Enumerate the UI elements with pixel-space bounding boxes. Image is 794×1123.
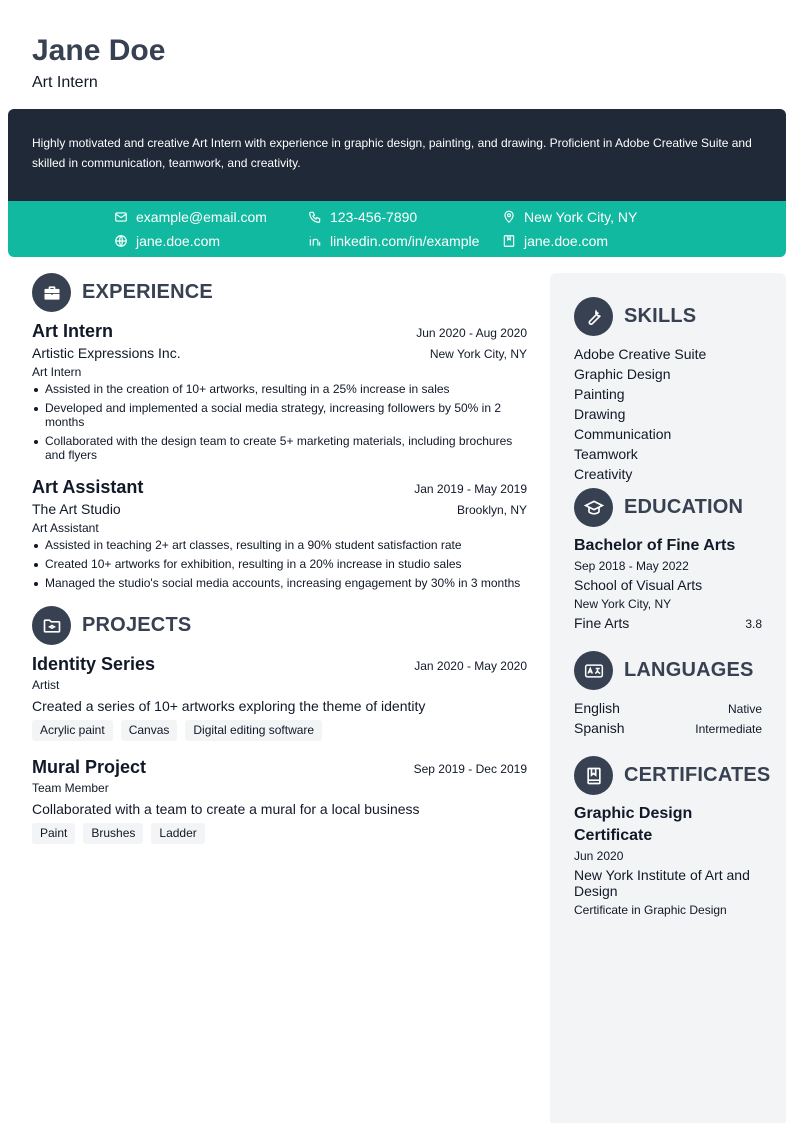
project-entry [32,652,527,741]
bullet-item: Developed and implemented a social media strategy, increasing followers by 50% in 2 months [32,401,527,429]
project-description: Collaborated with a team to create a mural for a local business [32,801,420,817]
translate-icon [584,661,604,681]
education-entry [574,535,762,633]
project-entry [32,755,527,844]
bullet-item: Assisted in teaching 2+ art classes, resulting in a 90% student satisfaction rate [32,538,527,552]
contact-website[interactable]: jane.doe.com [114,231,308,251]
experience-heading: EXPERIENCE [32,273,527,312]
graduation-cap-icon [584,498,604,518]
project-role: Team Member [32,781,109,795]
skill-item: Drawing [574,406,626,422]
job-date: Jun 2020 - Aug 2020 [416,326,527,340]
briefcase-icon [42,283,62,303]
skills-heading: SKILLS [574,297,762,336]
phone-icon [308,210,322,224]
job-bullets [32,382,527,462]
languages-list [574,698,762,738]
skill-item: Adobe Creative Suite [574,346,707,362]
languages-heading: LANGUAGES [574,651,762,690]
skill-item: Creativity [574,466,633,482]
project-tags [32,720,527,741]
school-name: School of Visual Arts [574,577,703,593]
mail-icon [114,210,128,224]
certificates-heading: CERTIFICATES [574,756,762,795]
bullet-item: Managed the studio's social media accounts, increasing engagement by 30% in 3 months [32,576,527,590]
contact-linkedin[interactable]: linkedin.com/in/example [308,231,502,251]
job-date: Jan 2019 - May 2019 [414,482,527,496]
candidate-name: Jane Doe [32,34,166,67]
certificate-date: Jun 2020 [574,849,624,863]
education-heading: EDUCATION [574,488,762,527]
contact-phone[interactable]: 123-456-7890 [308,207,502,227]
tag: Acrylic paint [32,720,113,741]
project-description: Created a series of 10+ artworks exploring the theme of identity [32,698,426,714]
job-role: Art Assistant [32,521,99,535]
resume-header [32,32,165,92]
language-name: English [574,700,620,716]
project-title: Identity Series [32,654,156,674]
skill-item: Graphic Design [574,366,671,382]
tag: Ladder [151,823,204,844]
bullet-item: Created 10+ artworks for exhibition, resulting in a 20% increase in studio sales [32,557,527,571]
certificate-description: Certificate in Graphic Design [574,903,727,917]
job-company: Artistic Expressions Inc. [32,345,181,361]
job-company: The Art Studio [32,501,121,517]
contact-portfolio[interactable]: jane.doe.com [502,231,696,251]
tag: Brushes [83,823,143,844]
project-date: Sep 2019 - Dec 2019 [413,762,527,776]
skill-item: Communication [574,426,672,442]
globe-icon [114,234,128,248]
job-location: Brooklyn, NY [456,503,527,517]
education-date: Sep 2018 - May 2022 [574,559,689,573]
project-date: Jan 2020 - May 2020 [414,659,527,673]
summary-section [8,109,786,201]
field-of-study: Fine Arts [574,615,630,631]
experience-entry [32,475,527,590]
contact-location: New York City, NY [502,207,696,227]
language-item [574,698,762,718]
linkedin-icon [308,234,322,248]
map-pin-icon [502,210,516,224]
tag: Canvas [121,720,178,741]
gpa: 3.8 [745,617,762,631]
degree: Bachelor of Fine Arts [574,537,736,554]
project-tags [32,823,527,844]
tag: Paint [32,823,75,844]
experience-entry [32,319,527,462]
certificate-entry [574,803,762,919]
school-location: New York City, NY [574,597,672,611]
skills-list [574,344,762,484]
contact-bar [8,201,786,257]
language-level: Intermediate [695,722,762,736]
certificate-name: Graphic Design Certificate [574,805,693,844]
projects-heading: PROJECTS [32,606,527,645]
sidebar-column [574,297,771,919]
folder-icon [42,616,62,636]
job-title: Art Assistant [32,477,144,497]
candidate-title: Art Intern [32,74,98,91]
wrench-icon [584,307,604,327]
bookmark-book-icon [584,766,604,786]
book-icon [502,234,516,248]
language-item [574,718,762,738]
job-title: Art Intern [32,321,113,341]
summary-text: Highly motivated and creative Art Intern with experience in graphic design, painting, and drawing. Proficient in Adobe Creative Suite and skilled in communication, teamwork, and creativity. [32,136,752,170]
language-level: Native [727,702,762,716]
main-column [32,273,527,844]
contact-email[interactable]: example@email.com [114,207,308,227]
project-role: Artist [32,678,60,692]
skill-item: Painting [574,386,625,402]
language-name: Spanish [574,720,625,736]
certificate-issuer: New York Institute of Art and Design [574,867,750,899]
tag: Digital editing software [185,720,322,741]
bullet-item: Assisted in the creation of 10+ artworks, resulting in a 25% increase in sales [32,382,527,396]
project-title: Mural Project [32,757,147,777]
job-location: New York City, NY [429,347,527,361]
bullet-item: Collaborated with the design team to create 5+ marketing materials, including brochures and flyers [32,434,527,462]
job-role: Art Intern [32,365,82,379]
job-bullets [32,538,527,590]
skill-item: Teamwork [574,446,638,462]
